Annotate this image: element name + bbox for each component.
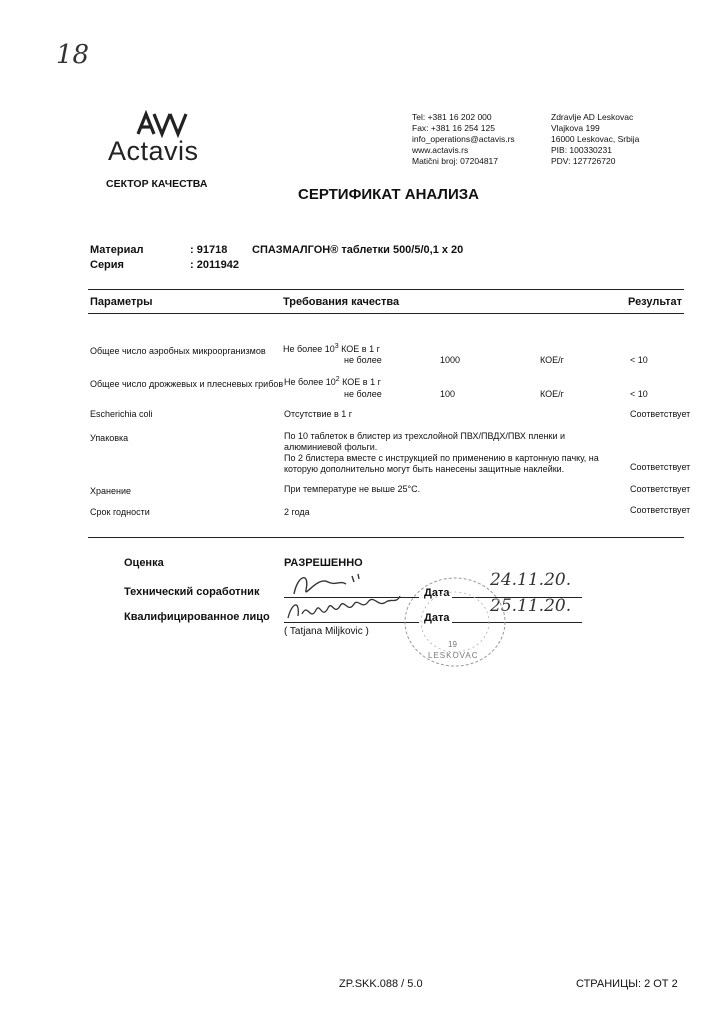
row-yeast-param: Общее число дрожжевых и плесневых грибов	[90, 379, 284, 389]
actavis-logo	[108, 110, 218, 170]
row-yeast-limit: 100	[440, 389, 456, 399]
material-name: СПАЗМАЛГОН® таблетки 500/5/0,1 х 20	[252, 244, 464, 256]
header-result: Результат	[628, 296, 683, 308]
company-block	[551, 112, 639, 167]
quality-sector-label: СЕКТОР КАЧЕСТВА	[106, 178, 208, 190]
row-aerobic-req-limit-label: не более	[344, 355, 382, 365]
row-aerobic-limit: 1000	[440, 355, 461, 365]
evaluation-label: Оценка	[124, 557, 164, 569]
row-storage-param: Хранение	[90, 486, 131, 496]
row-shelf-life-req: 2 года	[284, 507, 310, 517]
row-yeast-req-limit-label: не более	[344, 389, 382, 399]
contact-tel: Tel: +381 16 202 000	[412, 112, 492, 122]
contact-email: info_operations@actavis.rs	[412, 134, 515, 144]
technical-associate-label: Технический соработник	[124, 586, 260, 598]
row-ecoli-req: Отсутствие в 1 г	[284, 409, 353, 419]
contact-block	[412, 112, 515, 167]
company-name: Zdravlje AD Leskovac	[551, 112, 634, 122]
stamp-number: 19	[448, 640, 457, 649]
logo-wordmark: Actavis	[108, 136, 199, 166]
date-label-2: Дата	[424, 612, 450, 624]
header-params: Параметры	[90, 296, 153, 308]
row-yeast-unit: КОЕ/г	[540, 389, 564, 399]
footer-doc-code: ZP.SKK.088 / 5.0	[339, 978, 423, 990]
contact-web: www.actavis.rs	[412, 145, 469, 155]
table-bottom-rule	[88, 537, 684, 538]
company-pib: PIB: 100330231	[551, 145, 612, 155]
row-packaging-result: Соответствует	[630, 462, 691, 472]
material-code: : 91718	[190, 244, 228, 256]
contact-fax: Fax: +381 16 254 125	[412, 123, 495, 133]
row-shelf-life-param: Срок годности	[90, 507, 150, 517]
row-yeast-req: Не более $10^2$ КОЕ в 1 г	[284, 376, 381, 387]
row-ecoli-param: Escherichia coli	[90, 409, 153, 419]
company-city: 16000 Leskovac, Srbija	[551, 134, 640, 144]
row-aerobic-req: Не более $10^3$ КОЕ в 1 г	[283, 343, 380, 354]
handwritten-page-number: 18	[56, 40, 90, 70]
company-street: Vlajkova 199	[551, 123, 600, 133]
qp-name: ( Tatjana Miljkovic )	[284, 626, 369, 637]
row-yeast-result: < 10	[630, 389, 648, 399]
header-requirements: Требования качества	[283, 296, 400, 308]
qp-signature-icon	[284, 596, 414, 624]
row-aerobic-unit: КОЕ/г	[540, 355, 564, 365]
row-storage-result: Соответствует	[630, 484, 691, 494]
company-pdv: PDV: 127726720	[551, 156, 616, 166]
footer-pages: СТРАНИЦЫ: 2 ОТ 2	[576, 978, 678, 990]
row-aerobic-param: Общее число аэробных микроорганизмов	[90, 346, 266, 356]
row-storage-req: При температуре не выше 25°C.	[284, 484, 421, 494]
document-title: СЕРТИФИКАТ АНАЛИЗА	[298, 186, 479, 203]
date-label-1: Дата	[424, 587, 450, 599]
qualified-person-label: Квалифицированное лицо	[124, 611, 270, 623]
row-shelf-life-result: Соответствует	[630, 505, 691, 515]
row-aerobic-result: < 10	[630, 355, 648, 365]
row-ecoli-result: Соответствует	[630, 409, 691, 419]
header-bottom-rule	[88, 313, 684, 314]
series-label: Серия	[90, 259, 124, 271]
row-packaging-req: По 10 таблеток в блистер из трехслойной ПВХ/ПВДХ/ПВХ пленки и алюминиевой фольги. По 2 блистера вместе с инструкцией по применению в картонную пачку, на которую дополнительно могут быть нанесены защитные наклейки.	[284, 431, 599, 474]
stamp-text: LESKOVAC	[428, 651, 479, 660]
contact-reg-number: Matični broj: 07204817	[412, 156, 499, 166]
actavis-logo-icon	[108, 110, 218, 138]
header-top-rule	[88, 289, 684, 290]
date-handwritten-1: 24.11.20.	[490, 570, 572, 590]
series-value: : 2011942	[190, 259, 239, 271]
row-packaging-param: Упаковка	[90, 433, 129, 443]
material-label: Материал	[90, 244, 144, 256]
evaluation-value: РАЗРЕШЕННО	[284, 557, 363, 569]
date-handwritten-2: 25.11.20.	[490, 596, 572, 616]
